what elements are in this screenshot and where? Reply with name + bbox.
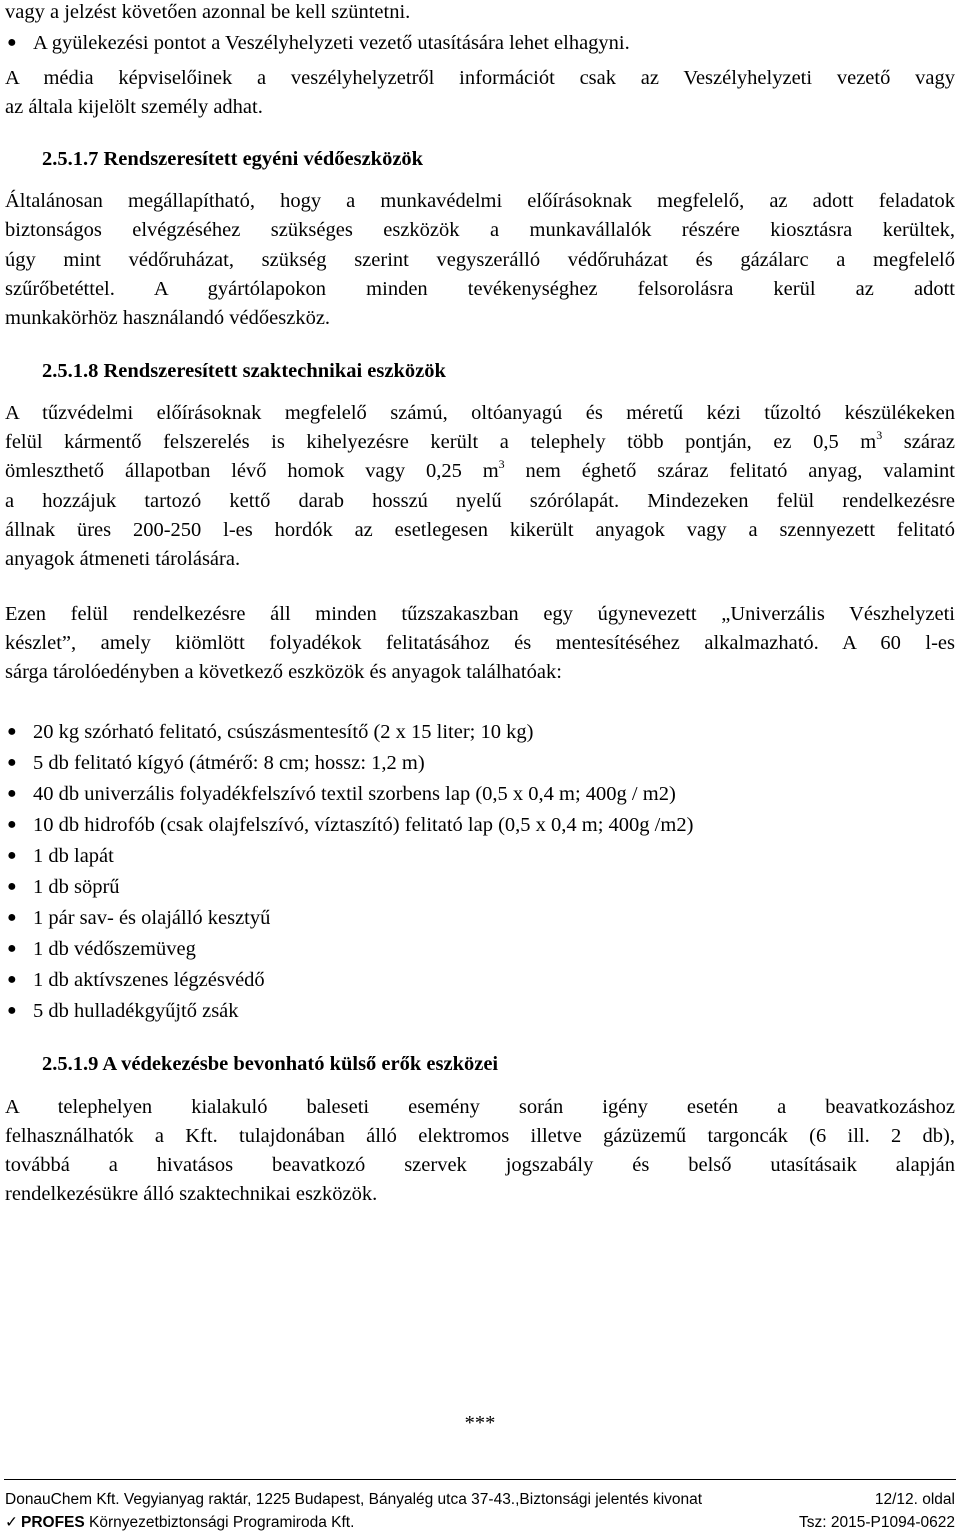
text-line: úgy mint védőruházat, szükség szerint vegyszerálló védőruházat és gázálarc a megfelelő [5, 249, 955, 271]
list-item [0, 720, 955, 746]
bullet-icon: ● [7, 940, 17, 957]
text-line [5, 459, 955, 483]
bullet-icon: ● [7, 723, 17, 740]
bullet-icon: ● [7, 754, 17, 771]
text-line: A tűzvédelmi előírásoknak megfelelő számú, oltóanyagú és méretű kézi tűzoltó készülékeken [5, 402, 955, 424]
checkmark-icon: ✓ [5, 1514, 18, 1531]
text-line: munkakörhöz használandó védőeszköz. [5, 307, 331, 329]
bullet-icon: ● [7, 971, 17, 988]
bullet-icon: ● [7, 847, 17, 864]
list-item [0, 844, 955, 870]
list-item [0, 751, 955, 777]
list-item-text: 1 db söprű [33, 876, 120, 898]
text-line: A telephelyen kialakuló baleseti esemény során igény esetén a beavatkozáshoz [5, 1096, 955, 1118]
list-item [0, 813, 955, 839]
list-item [0, 937, 955, 963]
list-item-text: 1 pár sav- és olajálló kesztyű [33, 907, 271, 929]
list-item [0, 968, 955, 994]
footer-divider [4, 1479, 956, 1480]
text-line: sárga tárolóedényben a következő eszközök és anyagok találhatóak: [5, 661, 562, 683]
text-line: készlet”, amely kiömlött folyadékok felitatásához és mentesítéséhez alkalmazható. A 60 l-es [5, 632, 955, 654]
text-line: állnak üres 200-250 l-es hordók az esetlegesen kikerült anyagok vagy a szennyezett felitató [5, 519, 955, 541]
bullet-icon: ● [7, 1002, 17, 1019]
bullet-icon: ● [7, 816, 17, 833]
footer-document-info: DonauChem Kft. Vegyianyag raktár, 1225 Budapest, Bányalég utca 37-43.,Biztonsági jelentés kivonat [5, 1491, 703, 1508]
text-line: a hozzájuk tartozó kettő darab hosszú nyelű szórólapát. Mindezeken felül rendelkezésre [5, 490, 955, 512]
list-item-text: 5 db felitató kígyó (átmérő: 8 cm; hossz: 1,2 m) [33, 752, 425, 774]
text-line: anyagok átmeneti tárolására. [5, 548, 241, 570]
text-line: továbbá a hivatásos beavatkozó szervek jogszabály és belső utasításaik alapján [5, 1154, 955, 1176]
superscript: 3 [876, 428, 883, 442]
list-item-text: 1 db védőszemüveg [33, 938, 196, 960]
section-heading: 2.5.1.9 A védekezésbe bevonható külső erők eszközei [42, 1053, 499, 1075]
text-line [5, 430, 955, 454]
footer-company-name: Környezetbiztonsági Programiroda Kft. [84, 1514, 355, 1531]
text-line: az általa kijelölt személy adhat. [5, 96, 263, 118]
text-segment: ömleszthető állapotban lévő homok vagy 0,25 m [5, 460, 499, 482]
list-item-text: 40 db univerzális folyadékfelszívó textil szorbens lap (0,5 x 0,4 m; 400g / m2) [33, 783, 676, 805]
footer-brand: PROFES [21, 1514, 85, 1531]
list-item [0, 782, 955, 808]
list-item-text: 10 db hidrofób (csak olajfelszívó, víztaszító) felitató lap (0,5 x 0,4 m; 400g /m2) [33, 814, 694, 836]
text-line: Ezen felül rendelkezésre áll minden tűzszakaszban egy úgynevezett „Univerzális Vészhelyzeti [5, 603, 955, 625]
text-line: szűrőbetéttel. A gyártólapokon minden tevékenységhez felsorolásra kerül az adott [5, 278, 955, 300]
bullet-icon: ● [7, 909, 17, 926]
list-item-text: 20 kg szórható felitató, csúszásmentesítő (2 x 15 liter; 10 kg) [33, 721, 534, 743]
text-line: Általánosan megállapítható, hogy a munkavédelmi előírásoknak megfelelő, az adott feladatok [5, 190, 955, 212]
superscript: 3 [498, 457, 505, 471]
section-heading: 2.5.1.7 Rendszeresített egyéni védőeszközök [42, 148, 424, 170]
footer-page-number: 12/12. oldal [874, 1491, 955, 1508]
list-item-text: 1 db aktívszenes légzésvédő [33, 969, 265, 991]
bullet-icon: ● [7, 34, 17, 51]
list-item [0, 999, 955, 1025]
bullet-icon: ● [7, 878, 17, 895]
text-segment: nem éghető száraz felitató anyag, valamint [504, 460, 955, 482]
footer-company [5, 1513, 354, 1533]
list-item [0, 906, 955, 932]
bullet-icon: ● [7, 785, 17, 802]
text-line: A média képviselőinek a veszélyhelyzetről információt csak az Veszélyhelyzeti vezető vagy [5, 67, 955, 89]
list-item-text: 5 db hulladékgyűjtő zsák [33, 1000, 239, 1022]
text-line: vagy a jelzést követően azonnal be kell szüntetni. [5, 1, 411, 23]
list-item-text: A gyülekezési pontot a Veszélyhelyzeti vezető utasítására lehet elhagyni. [33, 32, 630, 54]
text-line: rendelkezésükre álló szaktechnikai eszközök. [5, 1183, 378, 1205]
section-separator: *** [464, 1412, 496, 1434]
section-heading: 2.5.1.8 Rendszeresített szaktechnikai eszközök [42, 360, 446, 382]
text-segment: száraz [882, 431, 955, 453]
text-segment: felül kármentő felszerelés is kihelyezésre került a telephely több pontján, ez 0,5 m [5, 431, 877, 453]
list-item-text: 1 db lapát [33, 845, 114, 867]
footer-reference-number: Tsz: 2015-P1094-0622 [799, 1514, 955, 1531]
text-line: felhasználhatók a Kft. tulajdonában álló elektromos illetve gázüzemű targoncák (6 ill. 2 db), [5, 1125, 955, 1147]
text-line: biztonságos elvégzéséhez szükséges eszközök a munkavállalók részére kiosztásra kerültek, [5, 219, 955, 241]
list-item [0, 875, 955, 901]
list-item [0, 31, 955, 57]
